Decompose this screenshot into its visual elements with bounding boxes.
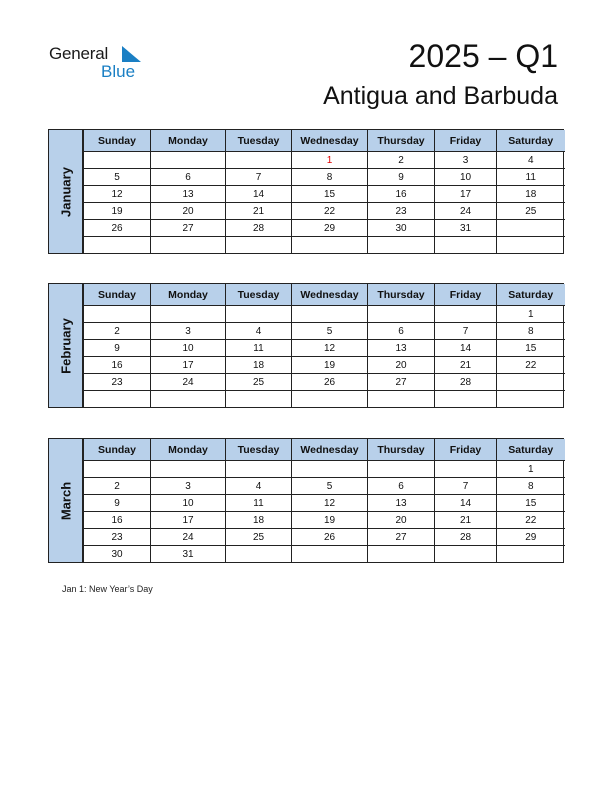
day-cell: 3 [151,323,226,340]
day-cell: 27 [368,374,435,391]
day-cell: 29 [292,220,368,237]
day-cell: 18 [226,357,292,374]
logo-word-blue: Blue [101,62,136,81]
day-cell: 2 [84,323,151,340]
day-cell [292,306,368,323]
week-row [84,220,565,237]
day-cell [226,461,292,478]
month-label-column [49,284,83,407]
weekday-header: Saturday [497,284,565,306]
day-cell: 25 [226,529,292,546]
day-cell [435,461,497,478]
day-cell [151,306,226,323]
weekday-header: Saturday [497,130,565,152]
logo-word-general: General [49,44,109,63]
day-cell: 4 [226,478,292,495]
day-cell: 22 [497,357,565,374]
day-cell [292,237,368,254]
weekday-header-row [84,130,565,152]
month-calendar-january [48,129,564,254]
day-cell: 23 [368,203,435,220]
day-cell: 13 [368,495,435,512]
day-cell: 29 [497,529,565,546]
day-cell: 19 [292,357,368,374]
day-cell: 14 [435,340,497,357]
day-cell: 11 [497,169,565,186]
day-cell: 15 [497,495,565,512]
day-cell: 27 [368,529,435,546]
weekday-header: Wednesday [292,130,368,152]
day-cell: 19 [84,203,151,220]
day-cell [151,391,226,408]
day-cell: 11 [226,495,292,512]
day-cell [497,374,565,391]
weekday-header: Sunday [84,130,151,152]
day-cell [368,461,435,478]
day-cell: 31 [151,546,226,563]
day-cell [151,237,226,254]
day-cell [226,237,292,254]
day-cell: 24 [151,529,226,546]
day-cell: 15 [497,340,565,357]
day-cell: 7 [435,478,497,495]
day-cell: 18 [226,512,292,529]
day-cell: 8 [292,169,368,186]
weekday-header: Tuesday [226,284,292,306]
day-cell: 21 [435,512,497,529]
day-cell: 26 [292,374,368,391]
week-row [84,546,565,563]
weekday-header: Wednesday [292,284,368,306]
month-name: March [58,481,73,520]
day-cell [435,306,497,323]
day-cell [226,546,292,563]
day-cell: 10 [435,169,497,186]
day-cell: 13 [151,186,226,203]
day-cell: 17 [435,186,497,203]
day-cell [292,391,368,408]
day-cell: 9 [84,340,151,357]
day-cell: 15 [292,186,368,203]
month-grid [83,284,565,407]
day-cell [292,546,368,563]
day-cell: 30 [84,546,151,563]
month-grid [83,130,565,253]
week-row [84,323,565,340]
holiday-note: Jan 1: New Year’s Day [62,584,153,594]
day-cell [151,152,226,169]
day-cell: 20 [368,512,435,529]
day-cell: 10 [151,495,226,512]
week-row [84,461,565,478]
day-cell: 6 [368,323,435,340]
month-name: January [58,166,73,217]
day-cell: 16 [84,512,151,529]
weekday-header: Thursday [368,284,435,306]
weekday-header: Wednesday [292,439,368,461]
day-cell [84,391,151,408]
day-cell: 23 [84,374,151,391]
day-cell: 26 [292,529,368,546]
month-calendar-march [48,438,564,563]
day-cell: 11 [226,340,292,357]
day-cell [84,152,151,169]
month-grid [83,439,565,562]
page-title: 2025 – Q1 [408,38,558,74]
day-cell: 17 [151,357,226,374]
day-cell: 9 [84,495,151,512]
day-cell [368,237,435,254]
day-cell: 16 [84,357,151,374]
weekday-header: Saturday [497,439,565,461]
day-cell [435,391,497,408]
day-cell [226,152,292,169]
week-row [84,306,565,323]
weekday-header: Monday [151,284,226,306]
day-cell: 14 [435,495,497,512]
day-cell [435,546,497,563]
day-cell: 13 [368,340,435,357]
weekday-header: Friday [435,439,497,461]
weekday-header: Monday [151,130,226,152]
day-cell: 26 [84,220,151,237]
weekday-header: Tuesday [226,439,292,461]
day-cell: 28 [435,374,497,391]
day-cell [497,391,565,408]
day-cell: 4 [226,323,292,340]
week-row [84,391,565,408]
day-cell: 3 [151,478,226,495]
day-cell: 5 [292,323,368,340]
week-row [84,203,565,220]
day-cell: 12 [292,340,368,357]
day-cell: 9 [368,169,435,186]
holiday-day-cell: 1 [292,152,368,169]
day-cell: 20 [151,203,226,220]
day-cell [84,306,151,323]
month-name: February [58,317,73,374]
day-cell [497,237,565,254]
day-cell: 28 [226,220,292,237]
weekday-header-row [84,284,565,306]
day-cell: 5 [292,478,368,495]
day-cell [368,306,435,323]
day-cell [226,306,292,323]
day-cell: 28 [435,529,497,546]
month-label-column [49,130,83,253]
day-cell: 8 [497,478,565,495]
month-label-column [49,439,83,562]
week-row [84,495,565,512]
day-cell: 22 [292,203,368,220]
day-cell [435,237,497,254]
day-cell: 14 [226,186,292,203]
day-cell: 25 [226,374,292,391]
day-cell: 16 [368,186,435,203]
day-cell: 30 [368,220,435,237]
day-cell: 6 [151,169,226,186]
generalblue-logo [49,44,149,84]
day-cell: 22 [497,512,565,529]
day-cell: 6 [368,478,435,495]
day-cell: 3 [435,152,497,169]
week-row [84,340,565,357]
day-cell: 18 [497,186,565,203]
day-cell: 2 [84,478,151,495]
day-cell [226,391,292,408]
day-cell: 8 [497,323,565,340]
week-row [84,357,565,374]
month-calendar-february [48,283,564,408]
week-row [84,152,565,169]
day-cell [292,461,368,478]
weekday-header: Friday [435,284,497,306]
day-cell [84,237,151,254]
day-cell: 24 [151,374,226,391]
logo-triangle-icon [122,46,142,62]
day-cell: 24 [435,203,497,220]
day-cell: 10 [151,340,226,357]
week-row [84,169,565,186]
week-row [84,529,565,546]
day-cell [368,546,435,563]
weekday-header-row [84,439,565,461]
weekday-header: Friday [435,130,497,152]
day-cell: 19 [292,512,368,529]
weekday-header: Sunday [84,284,151,306]
week-row [84,237,565,254]
weekday-header: Monday [151,439,226,461]
day-cell [497,546,565,563]
day-cell: 7 [435,323,497,340]
weekday-header: Sunday [84,439,151,461]
weekday-header: Thursday [368,439,435,461]
day-cell: 20 [368,357,435,374]
day-cell [151,461,226,478]
day-cell [497,220,565,237]
country-name: Antigua and Barbuda [323,82,558,110]
week-row [84,186,565,203]
day-cell: 21 [226,203,292,220]
day-cell: 25 [497,203,565,220]
day-cell: 27 [151,220,226,237]
day-cell: 23 [84,529,151,546]
day-cell: 5 [84,169,151,186]
day-cell: 7 [226,169,292,186]
week-row [84,512,565,529]
day-cell: 2 [368,152,435,169]
week-row [84,478,565,495]
day-cell: 21 [435,357,497,374]
day-cell: 31 [435,220,497,237]
week-row [84,374,565,391]
day-cell: 1 [497,461,565,478]
day-cell [84,461,151,478]
weekday-header: Tuesday [226,130,292,152]
day-cell: 12 [292,495,368,512]
weekday-header: Thursday [368,130,435,152]
day-cell: 4 [497,152,565,169]
day-cell: 12 [84,186,151,203]
day-cell [368,391,435,408]
day-cell: 1 [497,306,565,323]
day-cell: 17 [151,512,226,529]
